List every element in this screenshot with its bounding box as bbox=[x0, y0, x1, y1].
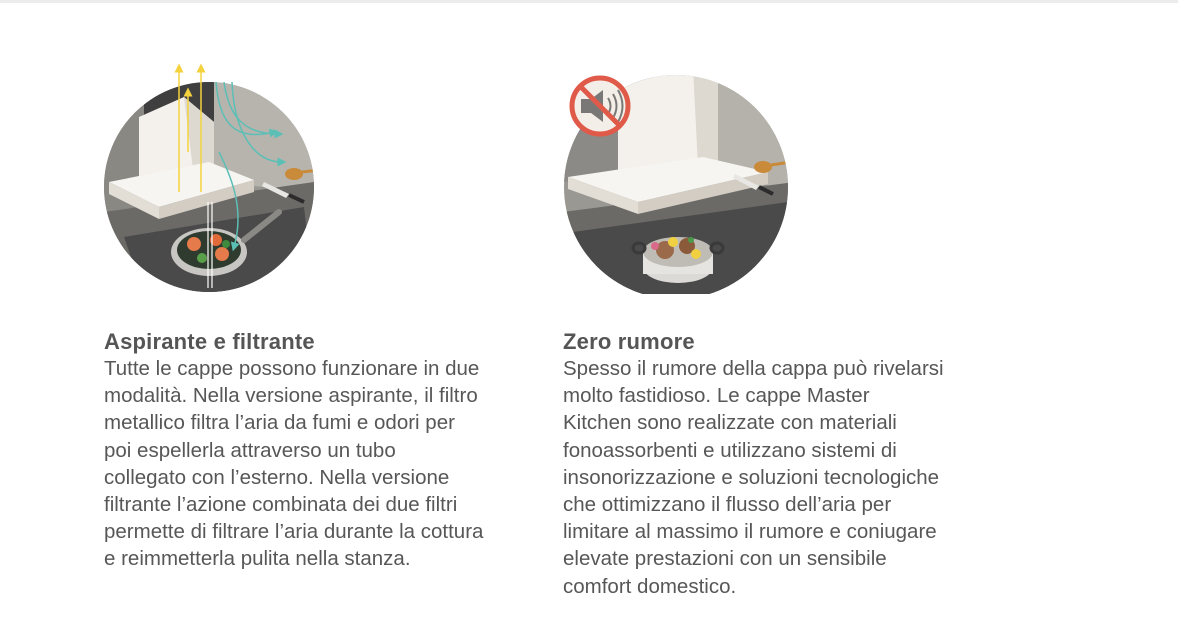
description-line: Kitchen sono realizzate con materiali bbox=[563, 411, 897, 435]
quiet-hood-illustration bbox=[563, 62, 795, 294]
description-line: filtrante l’azione combinata dei due filtri bbox=[104, 493, 458, 517]
description-line: Spesso il rumore della cappa può rivelarsi bbox=[563, 357, 944, 380]
description-line: che ottimizzano il flusso dell’aria per bbox=[563, 493, 892, 517]
feature-title: Zero rumore bbox=[563, 329, 695, 354]
feature-description bbox=[563, 355, 1003, 600]
extractor-hood-airflow-illustration bbox=[104, 62, 336, 294]
no-sound-icon bbox=[572, 78, 628, 134]
description-line: collegato con l’esterno. Nella versione bbox=[104, 465, 450, 489]
feature-zero-rumore bbox=[563, 62, 1003, 600]
description-line: Tutte le cappe possono funzionare in due bbox=[104, 357, 480, 380]
description-line: metallico filtra l’aria da fumi e odori per bbox=[104, 411, 455, 435]
description-line: comfort domestico. bbox=[563, 574, 737, 598]
feature-aspirante-filtrante bbox=[104, 62, 544, 573]
description-line: permette di filtrare l’aria durante la cottura bbox=[104, 520, 484, 544]
feature-description bbox=[104, 355, 544, 573]
description-line: modalità. Nella versione aspirante, il filtro bbox=[104, 384, 478, 408]
description-line: elevate prestazioni con un sensibile bbox=[563, 547, 887, 571]
feature-title: Aspirante e filtrante bbox=[104, 329, 315, 354]
description-line: fonoassorbenti e utilizzano sistemi di bbox=[563, 438, 897, 462]
description-line: poi espellerla attraverso un tubo bbox=[104, 438, 396, 462]
top-divider bbox=[0, 0, 1178, 3]
description-line: molto fastidioso. Le cappe Master bbox=[563, 384, 870, 408]
description-line: insonorizzazione e soluzioni tecnologiche bbox=[563, 465, 940, 489]
description-line: e reimmetterla pulita nella stanza. bbox=[104, 547, 411, 571]
description-line: limitare al massimo il rumore e coniugare bbox=[563, 520, 937, 544]
